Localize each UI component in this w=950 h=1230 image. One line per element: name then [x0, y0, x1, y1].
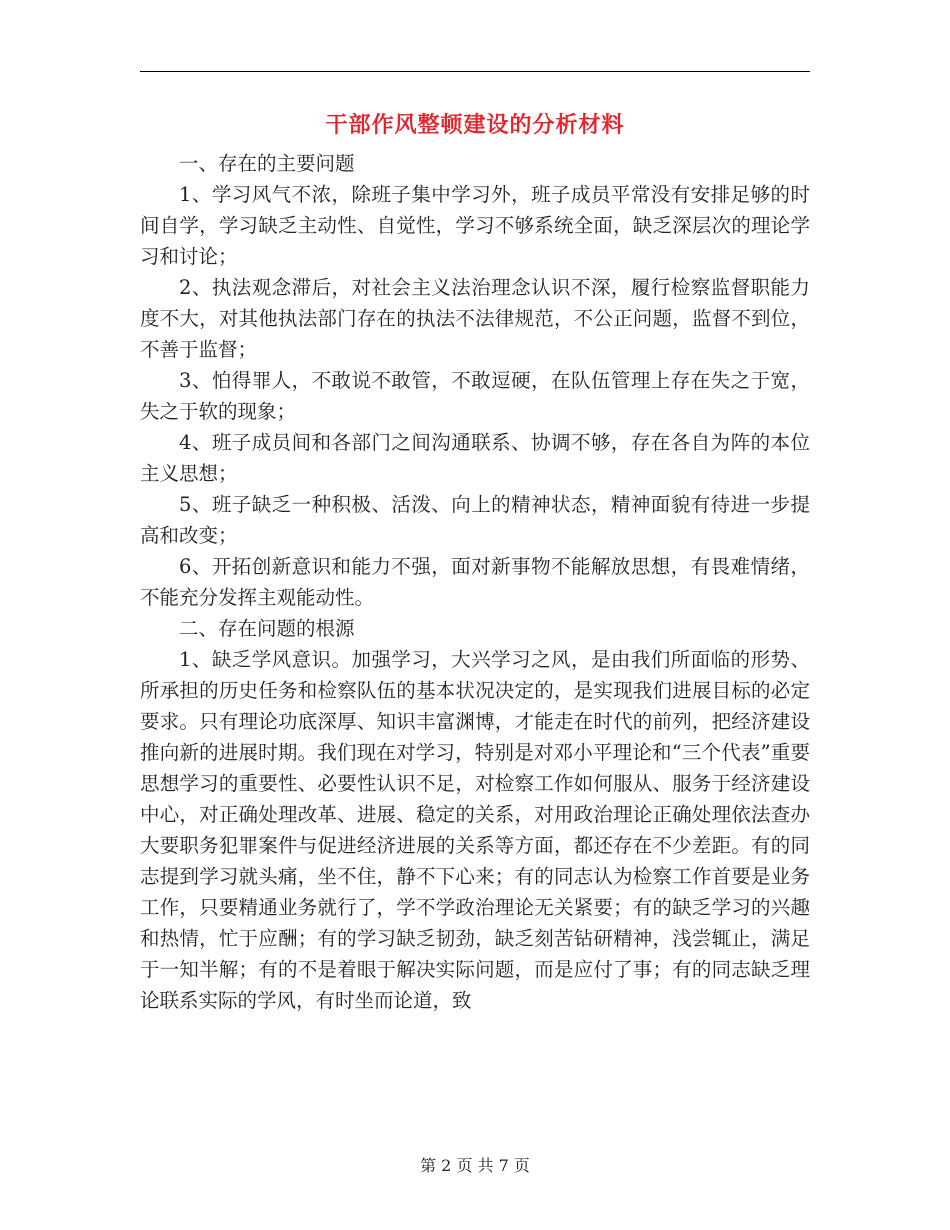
paragraph-problem-2: 2、执法观念滞后，对社会主义法治理念认识不深，履行检察监督职能力度不大，对其他执法部门存在的执法不法律规范，不公正问题，监督不到位，不善于监督； [140, 276, 810, 361]
document-title: 干部作风整顿建设的分析材料 [325, 113, 625, 138]
section-heading-causes: 二、存在问题的根源 [179, 617, 355, 640]
paragraph-problem-1: 1、学习风气不浓，除班子集中学习外，班子成员平常没有安排足够的时间自学，学习缺乏主动性、自觉性，学习不够系统全面，缺乏深层次的理论学习和讨论； [140, 183, 810, 268]
section-heading-problems: 一、存在的主要问题 [179, 152, 355, 175]
paragraph-problem-6: 6、开拓创新意识和能力不强，面对新事物不能解放思想，有畏难情绪，不能充分发挥主观能动性。 [140, 555, 810, 609]
page-footer: 第 2 页 共 7 页 [420, 1156, 530, 1175]
paragraph-problem-5: 5、班子缺乏一种积极、活泼、向上的精神状态，精神面貌有待进一步提高和改变； [140, 493, 810, 547]
paragraph-cause-1: 1、缺乏学风意识。加强学习，大兴学习之风，是由我们所面临的形势、所承担的历史任务和检察队伍的基本状况决定的，是实现我们进展目标的必定要求。只有理论功底深厚、知识丰富渊博，才能走在时代的前列，把经济建设推向新的进展时期。我们现在对学习，特别是对邓小平理论和“三个代表”重要思想学习的重要性、必要性认识不足，对检察工作如何服从、服务于经济建设中心，对正确处理改革、进展、稳定的关系，对用政治理论正确处理依法查办大要职务犯罪案件与促进经济进展的关系等方面，都还存在不少差距。有的同志提到学习就头痛，坐不住，静不下心来；有的同志认为检察工作首要是业务工作，只要精通业务就行了，学不学政治理论无关紧要；有的缺乏学习的兴趣和热情，忙于应酬；有的学习缺乏韧劲，缺乏刻苦钻研精神，浅尝辄止，满足于一知半解；有的不是着眼于解决实际问题，而是应付了事；有的同志缺乏理论联系实际的学风，有时坐而论道，致 [140, 648, 810, 1012]
paragraph-problem-3: 3、怕得罪人，不敢说不敢管，不敢逗硬，在队伍管理上存在失之于宽，失之于软的现象； [140, 369, 810, 423]
paragraph-problem-4: 4、班子成员间和各部门之间沟通联系、协调不够，存在各自为阵的本位主义思想； [140, 431, 810, 485]
header-rule [140, 71, 810, 72]
document-body [140, 148, 810, 1016]
